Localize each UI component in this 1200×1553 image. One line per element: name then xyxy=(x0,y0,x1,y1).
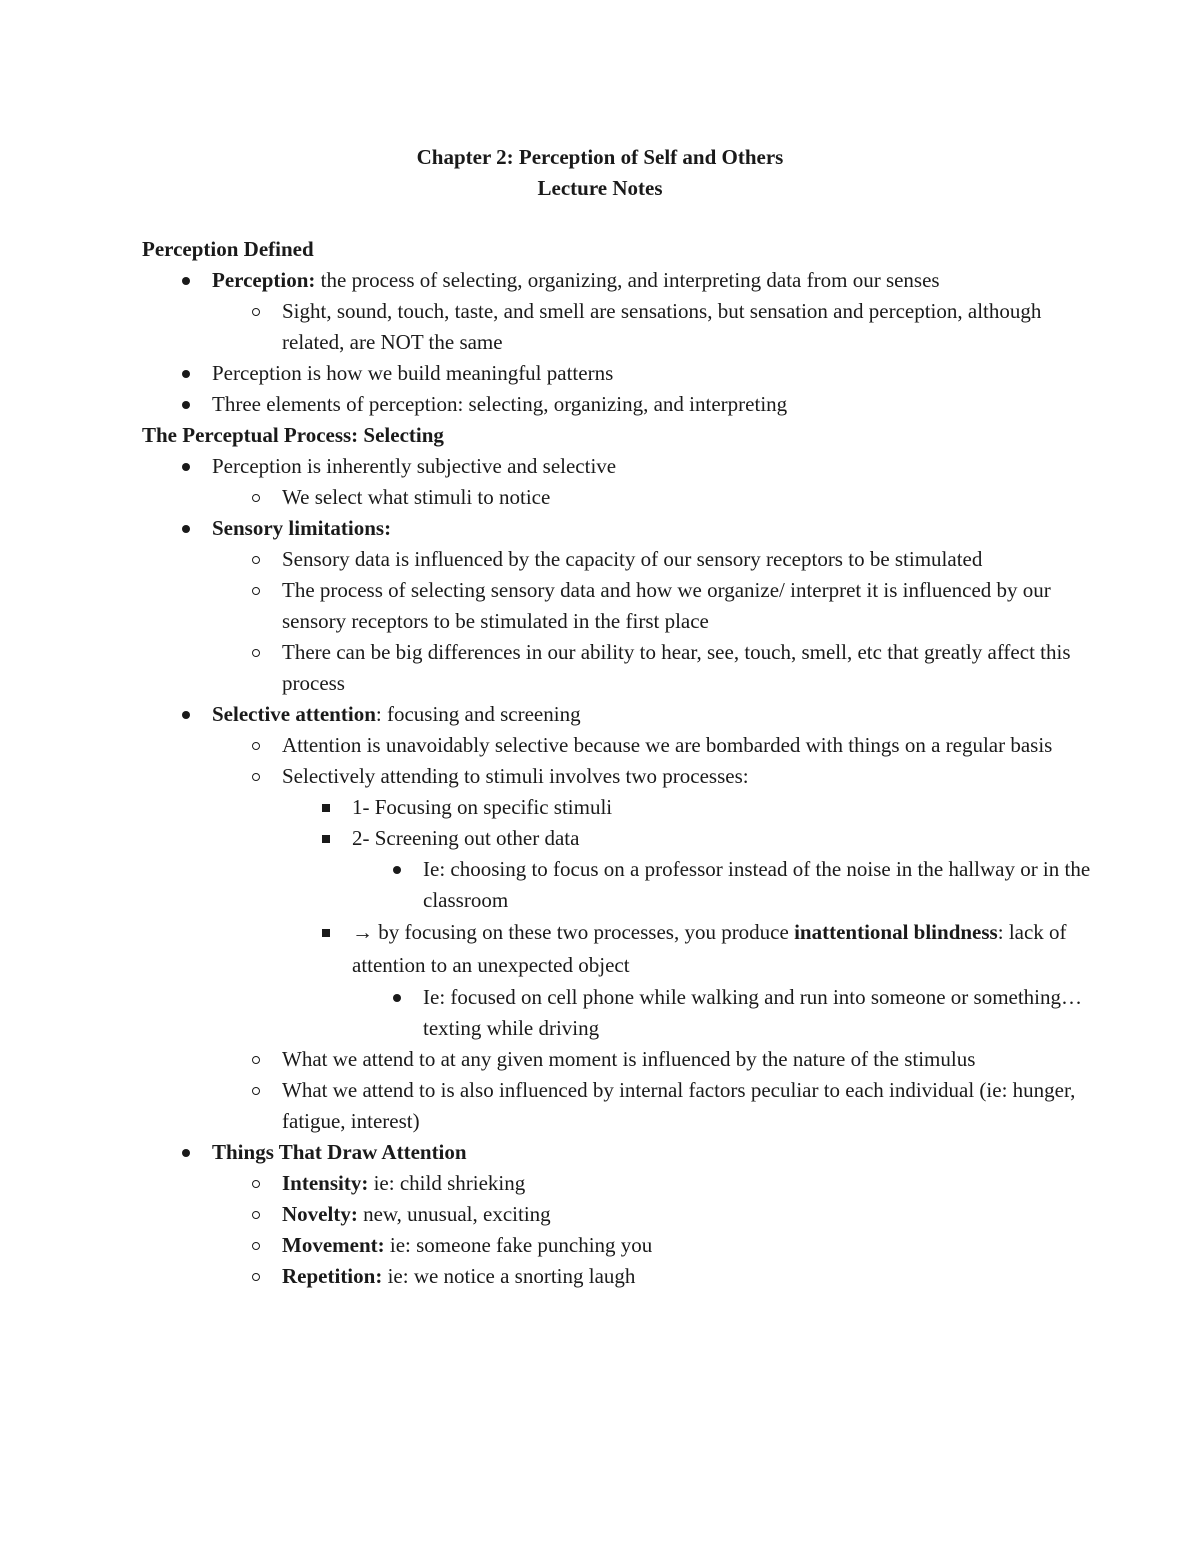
list-item xyxy=(142,982,1102,1044)
section-heading-perception-defined: Perception Defined xyxy=(142,237,314,261)
term-inattentional-blindness: inattentional blindness xyxy=(794,920,998,944)
list-item xyxy=(142,730,1102,761)
sensory-data-text: Sensory data is influenced by the capacity of our sensory receptors to be stimulated xyxy=(282,547,983,571)
list-item xyxy=(142,792,1102,823)
focusing-text: 1- Focusing on specific stimuli xyxy=(352,795,613,819)
section-list-perception-defined xyxy=(142,265,1102,420)
term-perception: Perception: xyxy=(212,268,316,292)
list-item xyxy=(142,451,1102,482)
list-item xyxy=(142,1230,1102,1261)
list-item xyxy=(142,916,1102,982)
term-intensity: Intensity: xyxy=(282,1171,369,1195)
list-item xyxy=(142,296,1102,358)
bullet-icon xyxy=(176,265,196,296)
definition-perception: the process of selecting, organizing, and interpreting data from our senses xyxy=(315,268,940,292)
ie-phone-text: Ie: focused on cell phone while walking and run into someone or something… texting while driving xyxy=(423,985,1083,1040)
definition-inattentional-blindness: : lack of attention to an unexpected object xyxy=(352,920,1067,977)
nature-stimulus-text: What we attend to at any given moment is influenced by the nature of the stimulus xyxy=(282,1047,976,1071)
list-item xyxy=(142,761,1102,792)
list-item xyxy=(142,699,1102,730)
three-elements-text: Three elements of perception: selecting, organizing, and interpreting xyxy=(212,392,788,416)
list-item xyxy=(142,544,1102,575)
definition-intensity: ie: child shrieking xyxy=(368,1171,526,1195)
circle-bullet-icon xyxy=(246,1199,266,1230)
circle-bullet-icon xyxy=(246,575,266,606)
list-item xyxy=(142,1044,1102,1075)
square-bullet-icon xyxy=(316,792,336,823)
sensation-note: Sight, sound, touch, taste, and smell are sensations, but sensation and perception, although related, are NOT the same xyxy=(282,299,1042,354)
circle-bullet-icon xyxy=(246,1230,266,1261)
list-item xyxy=(142,513,1102,544)
document-body xyxy=(142,234,1102,1292)
section-heading-selecting: The Perceptual Process: Selecting xyxy=(142,423,444,447)
title-block xyxy=(0,142,1200,204)
process-selecting-text: The process of selecting sensory data and how we organize/ interpret it is influenced by our sensory receptors to be stimulated in the first place xyxy=(282,578,1051,633)
circle-bullet-icon xyxy=(246,1261,266,1292)
list-item xyxy=(142,637,1102,699)
list-item xyxy=(142,358,1102,389)
bullet-icon xyxy=(176,1137,196,1168)
definition-selective-attention: : focusing and screening xyxy=(375,702,581,726)
ie-professor-text: Ie: choosing to focus on a professor instead of the noise in the hallway or in the classroom xyxy=(423,857,1091,912)
bullet-icon xyxy=(176,513,196,544)
circle-bullet-icon xyxy=(246,482,266,513)
subjective-text: Perception is inherently subjective and selective xyxy=(212,454,617,478)
screening-text: 2- Screening out other data xyxy=(352,826,580,850)
circle-bullet-icon xyxy=(246,1168,266,1199)
circle-bullet-icon xyxy=(246,637,266,668)
list-item xyxy=(142,389,1102,420)
bullet-icon xyxy=(387,854,407,885)
term-novelty: Novelty: xyxy=(282,1202,358,1226)
definition-repetition: ie: we notice a snorting laugh xyxy=(382,1264,636,1288)
list-item xyxy=(142,482,1102,513)
document-title: Chapter 2: Perception of Self and Others xyxy=(416,145,784,169)
circle-bullet-icon xyxy=(246,544,266,575)
term-movement: Movement: xyxy=(282,1233,385,1257)
arrow-text: → by focusing on these two processes, you produce xyxy=(352,920,795,944)
section-list-selecting xyxy=(142,451,1102,1292)
list-item xyxy=(142,1075,1102,1137)
bullet-icon xyxy=(176,699,196,730)
patterns-text: Perception is how we build meaningful patterns xyxy=(212,361,614,385)
circle-bullet-icon xyxy=(246,761,266,792)
definition-novelty: new, unusual, exciting xyxy=(357,1202,551,1226)
term-draw-attention: Things That Draw Attention xyxy=(212,1140,467,1164)
list-item xyxy=(142,823,1102,854)
select-stimuli-text: We select what stimuli to notice xyxy=(282,485,551,509)
internal-factors-text: What we attend to is also influenced by internal factors peculiar to each individual (ie: hunger, fatigue, interest) xyxy=(282,1078,1076,1133)
list-item xyxy=(142,1199,1102,1230)
list-item xyxy=(142,265,1102,296)
big-differences-text: There can be big differences in our ability to hear, see, touch, smell, etc that greatly affect this process xyxy=(282,640,1071,695)
circle-bullet-icon xyxy=(246,730,266,761)
bullet-icon xyxy=(176,451,196,482)
list-item xyxy=(142,1168,1102,1199)
list-item xyxy=(142,575,1102,637)
circle-bullet-icon xyxy=(246,296,266,327)
list-item xyxy=(142,1137,1102,1168)
circle-bullet-icon xyxy=(246,1044,266,1075)
list-item xyxy=(142,1261,1102,1292)
square-bullet-icon xyxy=(316,916,336,949)
list-item xyxy=(142,854,1102,916)
term-repetition: Repetition: xyxy=(282,1264,383,1288)
bullet-icon xyxy=(176,358,196,389)
term-selective-attention: Selective attention xyxy=(212,702,376,726)
square-bullet-icon xyxy=(316,823,336,854)
two-processes-text: Selectively attending to stimuli involves two processes: xyxy=(282,764,749,788)
document-subtitle: Lecture Notes xyxy=(537,176,663,200)
bullet-icon xyxy=(176,389,196,420)
bullet-icon xyxy=(387,982,407,1013)
bombarded-text: Attention is unavoidably selective because we are bombarded with things on a regular basis xyxy=(282,733,1053,757)
circle-bullet-icon xyxy=(246,1075,266,1106)
definition-movement: ie: someone fake punching you xyxy=(384,1233,653,1257)
term-sensory-limitations: Sensory limitations: xyxy=(212,516,392,540)
